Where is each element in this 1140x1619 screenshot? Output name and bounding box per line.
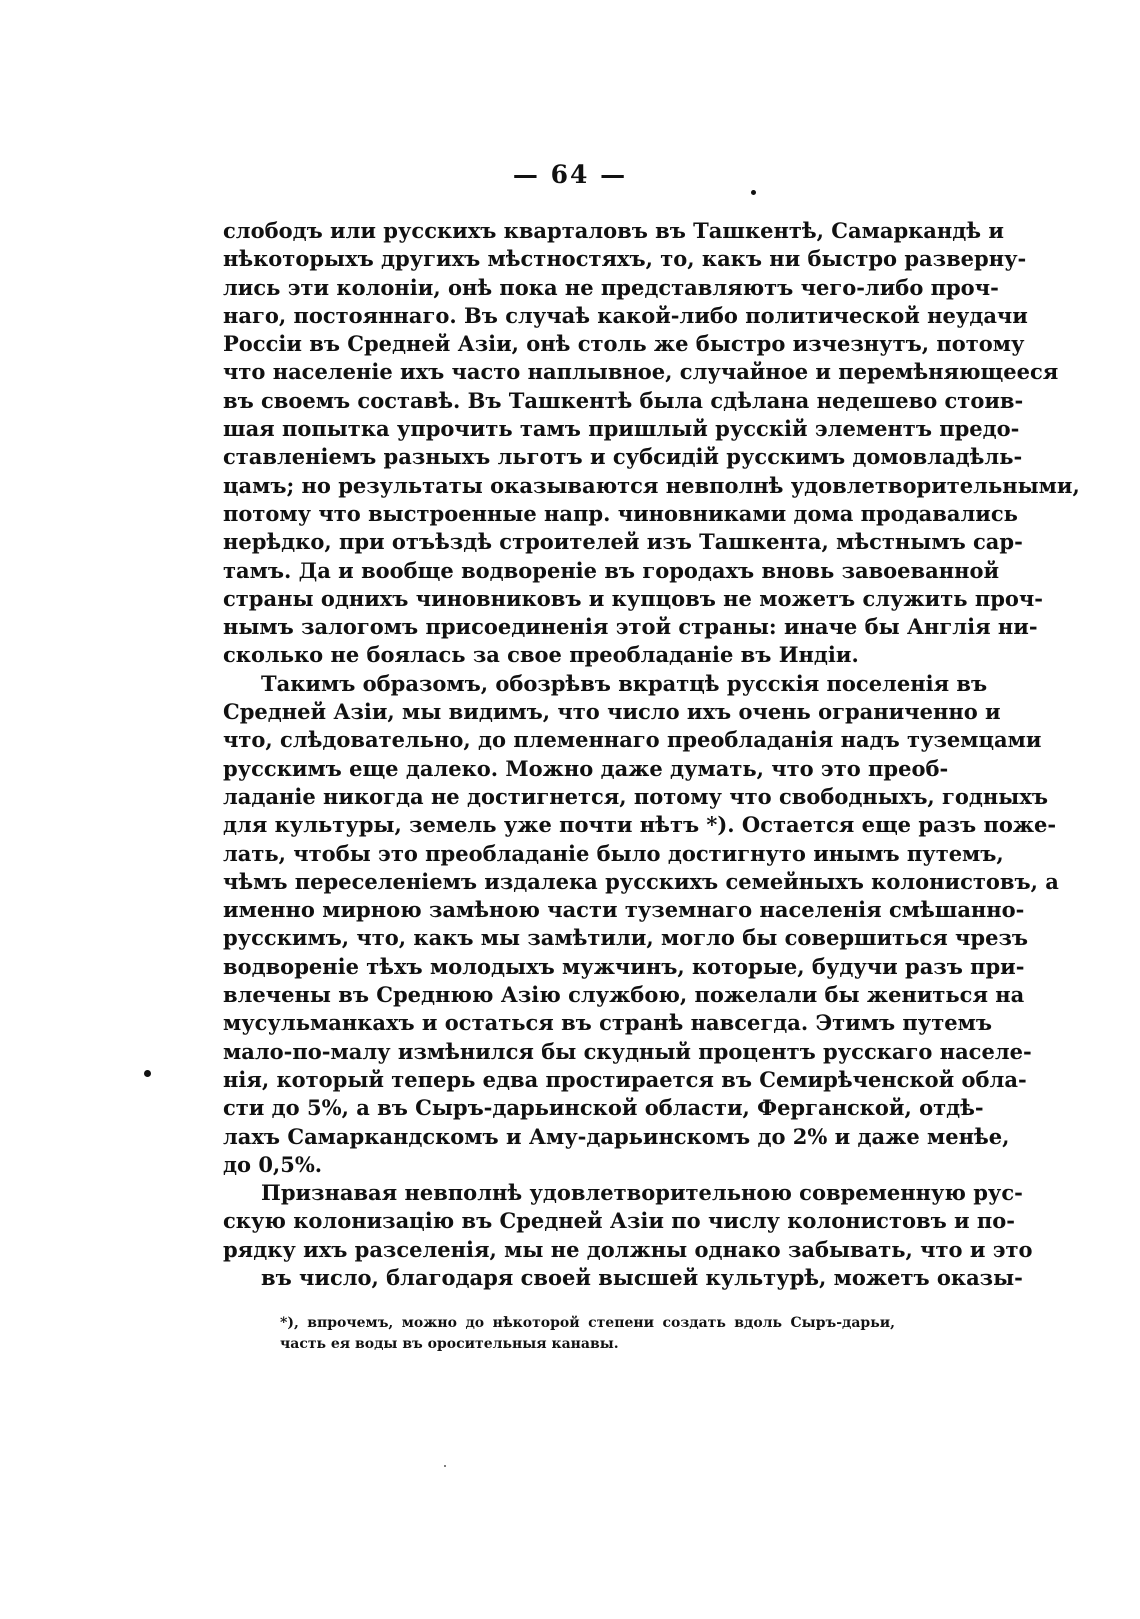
text-line: нерѣдко, при отъѣздѣ строителей изъ Ташкента, мѣстнымъ сар- <box>223 529 1023 555</box>
text-line: что населеніе ихъ часто наплывное, случайное и перемѣняющееся <box>223 359 1059 385</box>
text-line: скую колонизацію въ Средней Азіи по числу колонистовъ и по- <box>223 1208 1015 1234</box>
text-line: нымъ залогомъ присоединенія этой страны: иначе бы Англія ни- <box>223 614 1038 640</box>
text-line: тамъ. Да и вообще водвореніе въ городахъ вновь завоеванной <box>223 557 1000 583</box>
text-line: что, слѣдовательно, до племеннаго преобладанія надъ туземцами <box>223 727 1042 753</box>
text-line: влечены въ Среднюю Азію службою, пожелали бы жениться на <box>223 982 1025 1008</box>
main-text <box>223 217 1080 1292</box>
text-line: цамъ; но результаты оказываются невполнѣ удовлетворительными, <box>223 472 1080 498</box>
footnote <box>280 1313 895 1355</box>
text-line: лать, чтобы это преобладаніе было достигнуто инымъ путемъ, <box>223 840 1004 866</box>
text-line: для культуры, земель уже почти нѣтъ *). Остается еще разъ поже- <box>223 812 1057 838</box>
text-line: русскимъ еще далеко. Можно даже думать, что это преоб- <box>223 755 949 781</box>
text-line: водвореніе тѣхъ молодыхъ мужчинъ, которые, будучи разъ при- <box>223 953 1025 979</box>
text-line: нѣкоторыхъ другихъ мѣстностяхъ, то, какъ ни быстро разверну- <box>223 246 1027 272</box>
text-line: ладаніе никогда не достигнется, потому что свободныхъ, годныхъ <box>223 783 1048 809</box>
footnote-line: часть ея воды въ оросительныя канавы. <box>280 1336 619 1352</box>
ink-speck <box>751 190 756 195</box>
text-line: мусульманкахъ и остаться въ странѣ навсегда. Этимъ путемъ <box>223 1010 992 1036</box>
text-line: страны однихъ чиновниковъ и купцовъ не можетъ служить проч- <box>223 585 1043 611</box>
page-number: — 64 — <box>512 160 628 189</box>
text-line: потому что выстроенные напр. чиновниками дома продавались <box>223 500 1018 526</box>
text-line: сколько не боялась за свое преобладаніе въ Индіи. <box>223 642 859 668</box>
text-line: до 0,5%. <box>223 1151 323 1177</box>
text-line: рядку ихъ разселенія, мы не должны однако забывать, что и это <box>223 1236 1033 1262</box>
text-line: именно мирною замѣною части туземнаго населенія смѣшанно- <box>223 897 1025 923</box>
footnote-line: *), впрочемъ, можно до нѣкоторой степени создать вдоль Сыръ-дарьи, <box>280 1315 895 1331</box>
text-line: ставленіемъ разныхъ льготъ и субсидій русскимъ домовладѣль- <box>223 444 1023 470</box>
text-line: въ своемъ составѣ. Въ Ташкентѣ была сдѣлана недешево стоив- <box>223 387 1024 413</box>
text-line: Такимъ образомъ, обозрѣвъ вкратцѣ русскія поселенія въ <box>261 670 988 696</box>
text-line: русскимъ, что, какъ мы замѣтили, могло бы совершиться чрезъ <box>223 925 1028 951</box>
text-line: наго, постояннаго. Въ случаѣ какой-либо политической неудачи <box>223 302 1028 328</box>
text-line: лахъ Самаркандскомъ и Аму-дарьинскомъ до 2% и даже менѣе, <box>223 1123 1010 1149</box>
text-line: Россіи въ Средней Азіи, онѣ столь же быстро изчезнутъ, потому <box>223 331 1025 357</box>
ink-speck <box>144 1070 151 1077</box>
text-line: въ число, благодаря своей высшей культурѣ, можетъ оказы- <box>261 1264 1023 1290</box>
text-line: шая попытка упрочить тамъ пришлый русскій элементъ предо- <box>223 416 1020 442</box>
text-line: чѣмъ переселеніемъ издалека русскихъ семейныхъ колонистовъ, а <box>223 868 1059 894</box>
text-line: Средней Азіи, мы видимъ, что число ихъ очень ограниченно и <box>223 699 1001 725</box>
text-line: сти до 5%, а въ Сыръ-дарьинской области, Ферганской, отдѣ- <box>223 1095 984 1121</box>
text-line: Признавая невполнѣ удовлетворительною современную рус- <box>261 1180 1023 1206</box>
ink-speck <box>444 1465 446 1467</box>
text-line: мало-по-малу измѣнился бы скудный процентъ русскаго населе- <box>223 1038 1032 1064</box>
text-line: слободъ или русскихъ кварталовъ въ Ташкентѣ, Самаркандѣ и <box>223 218 1004 243</box>
text-line: лись эти колоніи, онѣ пока не представляютъ чего-либо проч- <box>223 274 999 300</box>
text-line: нія, который теперь едва простирается въ Семирѣченской обла- <box>223 1066 1027 1092</box>
